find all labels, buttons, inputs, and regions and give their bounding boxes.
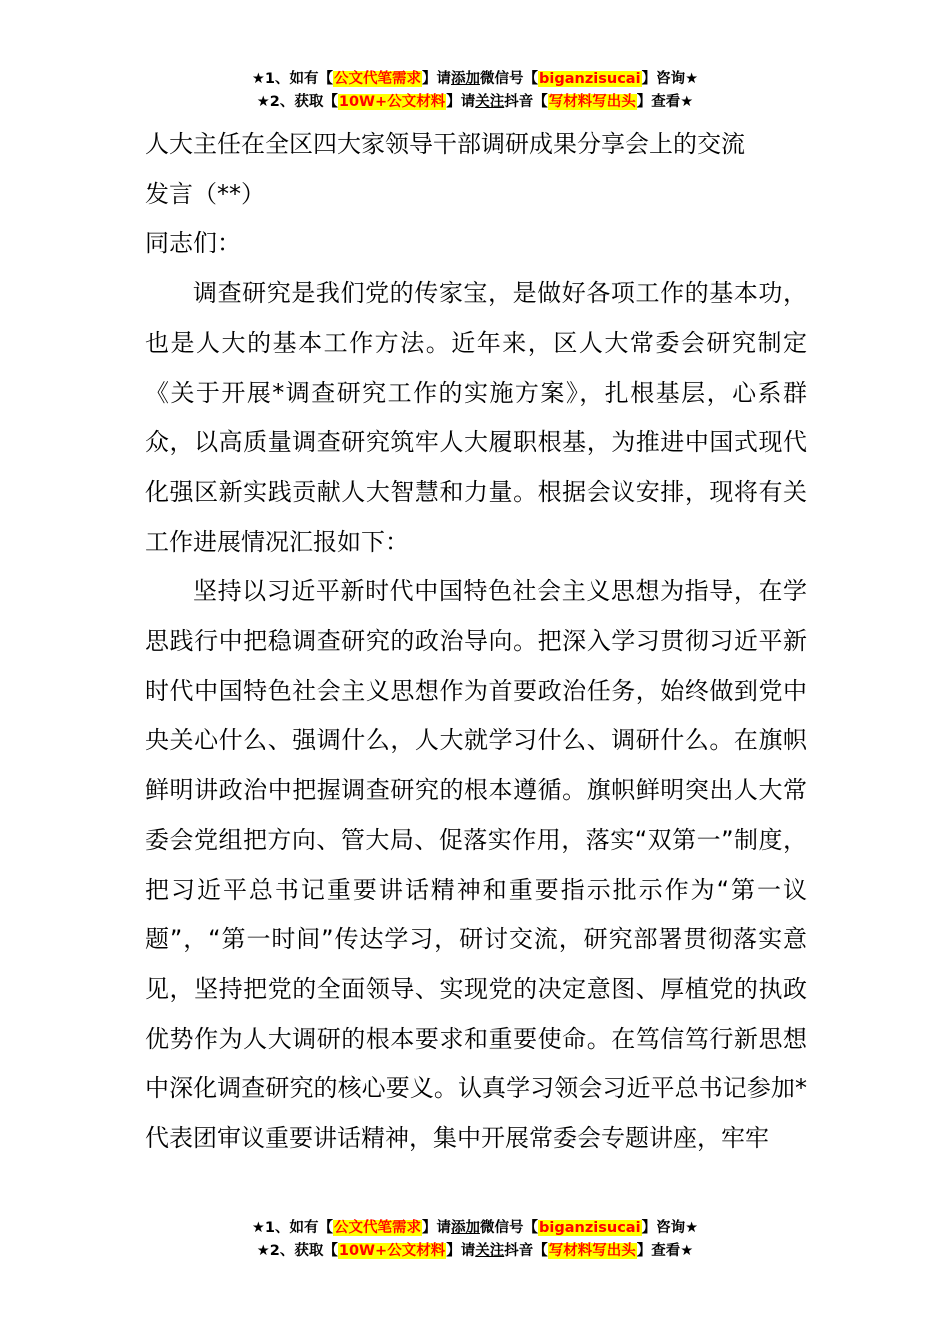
header-banner-line1 [0, 68, 950, 91]
document-body [145, 120, 807, 1164]
banner-highlight: 公文代笔需求 [334, 71, 422, 87]
banner-underlined-text: 添加 [451, 1220, 481, 1236]
banner-text: ★1、如有【 [251, 1220, 334, 1236]
header-banner [0, 68, 950, 114]
banner-underlined-text: 关注 [475, 94, 505, 110]
document-title-line2: 发言（**） [145, 179, 265, 208]
banner-text: 】请 [422, 1220, 452, 1236]
banner-text: 】查看★ [636, 94, 694, 110]
banner-text: ★1、如有【 [251, 71, 334, 87]
greeting: 同志们： [145, 229, 241, 258]
footer-banner [0, 1217, 950, 1263]
banner-highlight: 10W+公文材料 [338, 1243, 446, 1259]
banner-underlined-text: 添加 [451, 71, 481, 87]
footer-banner-line1 [0, 1217, 950, 1240]
banner-text: 】咨询★ [641, 71, 699, 87]
paragraph: 坚持以习近平新时代中国特色社会主义思想为指导，在学思践行中把稳调查研究的政治导向。把深入学习贯彻习近平新时代中国特色社会主义思想作为首要政治任务，始终做到党中央关心什么、强调什么，人大就学习什么、调研什么。在旗帜鲜明讲政治中把握调查研究的根本遵循。旗帜鲜明突出人大常委会党组把方向、管大局、促落实作用，落实“双第一”制度，把习近平总书记重要讲话精神和重要指示批示作为“第一议题”，“第一时间”传达学习，研讨交流，研究部署贯彻落实意见，坚持把党的全面领导、实现党的决定意图、厚植党的执政优势作为人大调研的根本要求和重要使命。在笃信笃行新思想中深化调查研究的核心要义。认真学习领会习近平总书记参加*代表团审议重要讲话精神，集中开展常委会专题讲座，牢牢 [145, 577, 807, 1153]
document-title-line1: 人大主任在全区四大家领导干部调研成果分享会上的交流 [145, 130, 745, 158]
banner-highlight: 10W+公文材料 [338, 94, 446, 110]
footer-banner-line2 [0, 1240, 950, 1263]
banner-wechat-id: biganzisucai [539, 1220, 641, 1236]
header-banner-line2 [0, 91, 950, 114]
banner-text: 微信号【 [480, 71, 539, 87]
banner-text: 】请 [446, 94, 476, 110]
paragraph: 调查研究是我们党的传家宝，是做好各项工作的基本功，也是人大的基本工作方法。近年来，区人大常委会研究制定《关于开展*调查研究工作的实施方案》，扎根基层，心系群众，以高质量调查研究筑牢人大履职根基，为推进中国式现代化强区新实践贡献人大智慧和力量。根据会议安排，现将有关工作进展情况汇报如下： [145, 279, 807, 556]
banner-highlight: 公文代笔需求 [334, 1220, 422, 1236]
banner-underlined-text: 关注 [475, 1243, 505, 1259]
banner-text: 】请 [422, 71, 452, 87]
banner-text: 】咨询★ [641, 1220, 699, 1236]
banner-text: 微信号【 [480, 1220, 539, 1236]
banner-text: 】请 [446, 1243, 476, 1259]
banner-text: ★2、获取【 [256, 1243, 338, 1259]
banner-text: 】查看★ [636, 1243, 694, 1259]
banner-douyin-account: 写材料写出头 [548, 1243, 636, 1259]
banner-douyin-account: 写材料写出头 [548, 94, 636, 110]
banner-text: 抖音【 [504, 1243, 548, 1259]
banner-wechat-id: biganzisucai [539, 71, 641, 87]
banner-text: ★2、获取【 [256, 94, 338, 110]
banner-text: 抖音【 [504, 94, 548, 110]
